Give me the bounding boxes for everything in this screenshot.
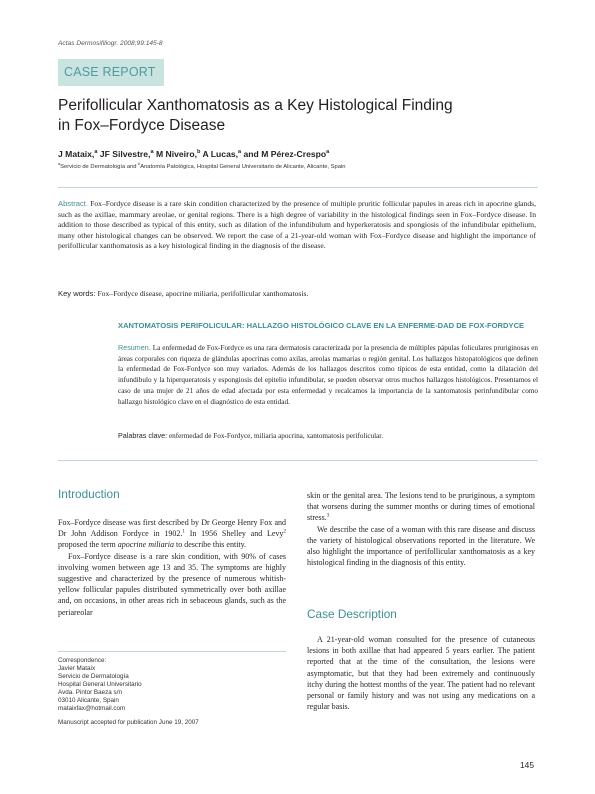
author-affiliation-mark: a bbox=[94, 149, 98, 156]
author-affiliation-mark: b bbox=[197, 149, 201, 156]
affiliation-mark: b bbox=[138, 162, 141, 167]
affiliations bbox=[58, 164, 345, 170]
spanish-keywords-text: enfermedad de Fox-Fordyce, miliaria apocrina, xantomatosis perifolicular. bbox=[167, 432, 384, 440]
affiliation-mark: a bbox=[58, 162, 61, 167]
right-column bbox=[307, 490, 535, 568]
spanish-abstract-label: Resumen. bbox=[118, 343, 151, 352]
author-list bbox=[58, 149, 329, 159]
author-affiliation-mark: a bbox=[150, 149, 154, 156]
spanish-keywords-label: Palabras clave: bbox=[118, 431, 168, 440]
correspondence-line: Avda. Pintor Baeza s/n bbox=[58, 689, 122, 696]
article-title bbox=[58, 96, 528, 136]
divider bbox=[58, 651, 286, 652]
correspondence-email: mataixfax@hotmail.com bbox=[58, 705, 126, 712]
correspondence bbox=[58, 657, 142, 713]
left-column bbox=[58, 517, 286, 618]
correspondence-line: Correspondence: bbox=[58, 657, 107, 664]
spanish-abstract-text: La enfermedad de Fox-Fordyce es una rara dermatosis caracterizada por la presencia de múltiples pápulas foliculares pruriginosas en áreas corporales con riqueza de glándulas apocrinas como axilas, areolas mamarias o región genital. Los hallazgos histopatológicos que definen la enfermedad de Fox-Fordyce son muy variados. Además de los hallazgos descritos como típicos de esta entidad, como la dilatación del infundibulo y la hiperqueratosis y espongiosis del epitelio infundibular, se pueden observar otros muchos hallazgos histológicos. Presentamos el caso de una mujer de 21 años de edad afectada por esta enfermedad y recalcamos la importancia de la xantomatosis perinfundibular como hallazgo histológico clave en el diagnóstico de esta entidad. bbox=[118, 344, 538, 406]
page-number: 145 bbox=[520, 760, 534, 770]
keywords bbox=[58, 289, 536, 298]
case-description-body bbox=[307, 634, 535, 712]
title-line-2: in Fox–Fordyce Disease bbox=[58, 117, 226, 134]
section-tag: CASE REPORT bbox=[58, 59, 164, 86]
abstract-text: Fox–Fordyce disease is a rare skin condition characterized by the presence of multiple pruritic follicular papules in areas rich in apocrine glands, such as the axillae, mammary areolae, or genital regions. There is a high degree of variability in the histological findings seen in Fox–Fordyce disease. In addition to those described as typical of this entity, such as dilation of the infundibulum and hyperkeratosis and spongiosis of the infundibular epithelium, many other histological changes can be observed. We report the case of a 21-year-old woman with Fox–Fordyce disease and highlight the importance of perifollicular xanthomatosis as a key histological finding in the diagnosis of the disease. bbox=[58, 199, 536, 251]
spanish-keywords bbox=[118, 431, 538, 440]
correspondence-line: Hospital General Universitario bbox=[58, 681, 142, 688]
case-description-heading: Case Description bbox=[307, 607, 397, 621]
divider bbox=[58, 187, 538, 188]
author-name: J Mataix, bbox=[58, 149, 95, 159]
author-name: and M Pérez-Crespo bbox=[241, 149, 327, 159]
paragraph: skin or the genital area. The lesions tend to be pruriginous, a symptom that worsens during the summer months or during times of emotional stress.$^3$ bbox=[307, 491, 535, 523]
acceptance-note: Manuscript accepted for publication June 19, 2007 bbox=[58, 719, 199, 726]
introduction-heading: Introduction bbox=[58, 487, 120, 501]
correspondence-line: Javier Mataix bbox=[58, 665, 96, 672]
author-name: M Niveiro, bbox=[153, 149, 198, 159]
title-line-1: Perifollicular Xanthomatosis as a Key Histological Finding bbox=[58, 97, 453, 114]
abstract-label: Abstract. bbox=[58, 199, 88, 208]
author-name: JF Silvestre, bbox=[97, 149, 151, 159]
affiliation-text: Anatomía Patológica, Hospital General Universitario de Alicante, Alicante, Spain bbox=[140, 164, 346, 170]
keywords-text: Fox–Fordyce disease, apocrine miliaria, perifollicular xanthomatosis. bbox=[95, 289, 309, 298]
journal-reference: Actas Dermosifiliogr. 2008;99:145-8 bbox=[58, 40, 163, 47]
paragraph: A 21-year-old woman consulted for the presence of cutaneous lesions in both axillae that had appeared 5 years earlier. The patient reported that at the time of the consultation, the lesions were asymptomatic, but that they had been extremely and continuously itchy during the hottest months of the year. The patient had no relevant personal or family history and was not using any medications on a regular basis. bbox=[307, 635, 535, 712]
spanish-abstract bbox=[118, 343, 538, 407]
author-affiliation-mark: a bbox=[238, 149, 242, 156]
abstract bbox=[58, 199, 536, 252]
divider bbox=[58, 460, 538, 461]
keywords-label: Key words: bbox=[58, 289, 96, 298]
author-name: A Lucas, bbox=[200, 149, 239, 159]
paragraph: We describe the case of a woman with this rare disease and discuss the variety of histological observations reported in the literature. We also highlight the importance of perifollicular xanthomatosis as a key histological finding in the diagnosis of this entity. bbox=[307, 524, 535, 568]
paragraph: Fox–Fordyce disease was first described by Dr George Henry Fox and Dr John Addison Fordyce in 1902.$^1$ In 1956 Shelley and Levy$^2$ proposed the term apocrine miliaria to describe this entity. bbox=[58, 518, 286, 550]
paragraph: Fox–Fordyce disease is a rare skin condition, with 90% of cases involving women between age 13 and 35. The symptoms are highly suggestive and characterized by the presence of numerous whitish-yellow follicular papules distributed symmetrically over both axillae and, on occasions, in other areas rich in sebaceous glands, such as the periareolar bbox=[58, 551, 286, 617]
correspondence-line: Servicio de Dermatología bbox=[58, 673, 129, 680]
spanish-title: XANTOMATOSIS PERIFOLICULAR: HALLAZGO HISTOLÓGICO CLAVE EN LA ENFERME-DAD DE FOX-FORDYCE bbox=[118, 321, 525, 330]
correspondence-line: 03010 Alicante, Spain bbox=[58, 697, 119, 704]
affiliation-text: Servicio de Dermatología and bbox=[60, 164, 139, 170]
author-affiliation-mark: a bbox=[326, 149, 330, 156]
